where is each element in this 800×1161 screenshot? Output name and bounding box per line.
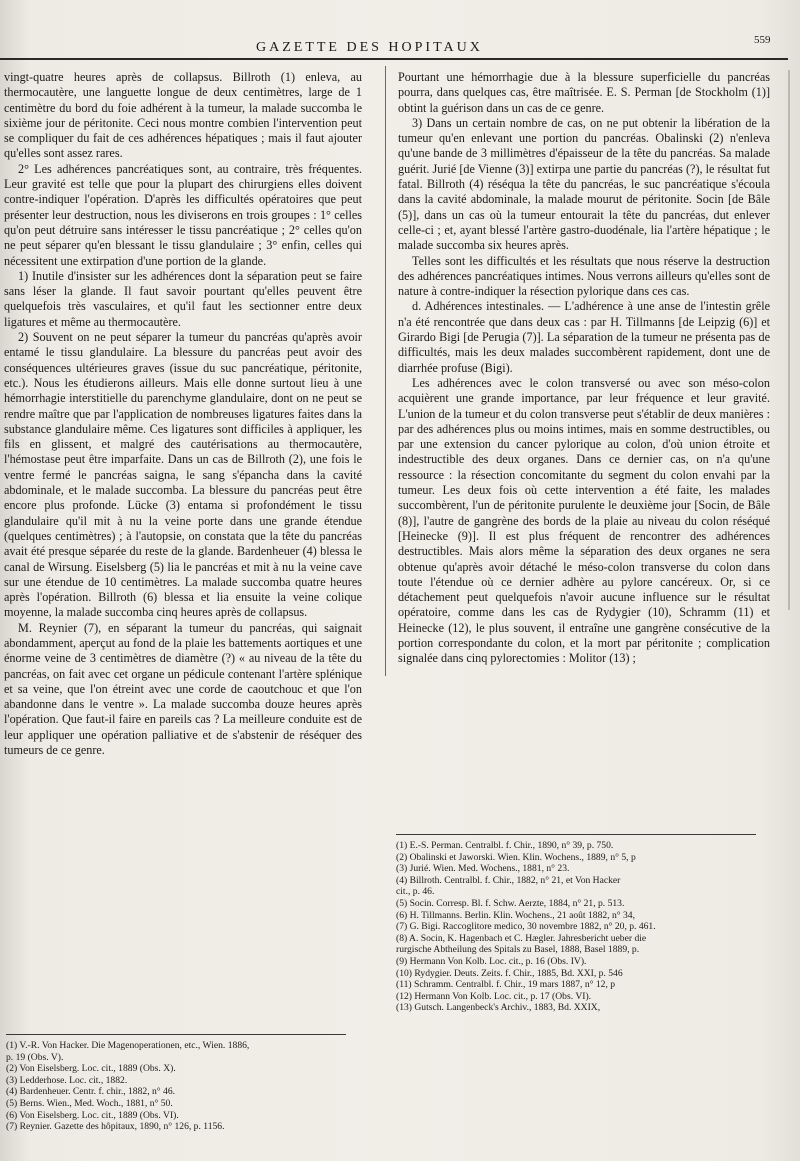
header-rule — [0, 58, 788, 60]
paragraph: 2) Souvent on ne peut séparer la tumeur du pancréas qu'après avoir entamé le tissu glandulaire. La blessure du pancréas peut avoir des conséquences ultérieures graves (issue du suc pancréatique, péritonite, etc.). Nous les étudierons ailleurs. Mais elle donne surtout lieu à une hémorrhagie interstitielle du parenchyme glandulaire, dont on ne peut se rendre maître que par l'application de nombreuses ligatures faites dans la substance glandulaire même. Ces ligatures sont difficiles à appliquer, les fils en glissent, et malgré des cautérisations au thermocautère, l'hémostase peut être imparfaite. Dans un cas de Billroth (2), une fois le ventre fermé le pancréas saigna, le sang s'épancha dans la cavité abdominale, et le malade succomba. La blessure du pancréas peut être encore plus profonde. Lücke (3) entama si profondément le tissu glandulaire qu'il mit à nu la veine porte dans une grande étendue (quelques centimètres) ; à l'autopsie, on constata que la tête du pancréas avait été presque séparée du reste de la glande. Bardenheuer (4) blessa le canal de Wirsung. Eiselsberg (5) lia le pancréas et mit à nu la veine cave sur une étendue de 10 centimètres. La malade succomba quatre heures après l'opération. Billroth (6) blessa et lia ensuite la veine colique moyenne, la malade succomba cinq heures après de collapsus. — [4, 330, 362, 620]
footnote-rule — [6, 1034, 346, 1035]
paragraph: d. Adhérences intestinales. — L'adhérence à une anse de l'intestin grêle n'a été rencontrée que dans deux cas : par H. Tillmanns [de Leipzig (6)] et Girardo Bigi [de Perugia (7)]. La séparation de la tumeur ne présenta pas de difficultés, mais les deux malades succombèrent rapidement, dont une de diarrhée profuse (Bigi). — [398, 299, 770, 375]
paragraph: vingt-quatre heures après de collapsus. Billroth (1) enleva, au thermocautère, une languette longue de deux centimètres, large de 1 centimètre du bord du foie adhérent à la tumeur, la malade succomba le sixième jour de péritonite. Ceci nous montre combien l'intervention peut se compliquer du fait de ces adhérences hépatiques ; mais il faut ajouter qu'elles sont assez rares. — [4, 70, 362, 161]
footnote: (13) Gutsch. Langenbeck's Archiv., 1883, Bd. XXIX, — [396, 1002, 601, 1014]
footnote: (5) Berns. Wien., Med. Woch., 1881, n° 50. — [6, 1097, 173, 1109]
footnote-rule — [396, 834, 756, 835]
footnote: (2) Von Eiselsberg. Loc. cit., 1889 (Obs. X). — [6, 1063, 176, 1075]
left-footnotes — [6, 1040, 356, 1133]
paragraph: M. Reynier (7), en séparant la tumeur du pancréas, qui saignait abondamment, aperçut au fond de la plaie les battements aortiques et une énorme veine de 3 centimètres de diamètre (?) « au niveau de la tête du pancréas, on fait avec cet organe un pédicule contenant l'artère splénique et sa veine, que l'on étreint avec une corde de caoutchouc et que l'on abandonne dans le ventre ». La malade succomba douze heures après l'opération. Que faut-il faire en pareils cas ? La meilleure conduite est de leur appliquer une opération palliative et de s'abstenir de réséquer des tumeurs de ce genre. — [4, 620, 362, 758]
right-column — [398, 70, 770, 667]
footnote: (11) Schramm. Centralbl. f. Chir., 19 mars 1887, n° 12, p — [396, 979, 616, 991]
footnote: (3) Ledderhose. Loc. cit., 1882. — [6, 1074, 128, 1086]
paragraph: 2° Les adhérences pancréatiques sont, au contraire, très fréquentes. Leur gravité est telle que pour la plupart des chirurgiens elles doivent contre-indiquer l'opération. D'après les difficultés opératoires que peut présenter leur destruction, nous les diviserons en trois groupes : 1° celles qu'on peut détruire sans intéresser le tissu pancréatique ; 2° celles qu'on ne peut séparer qu'en blessant le tissu glandulaire ; 3° enfin, celles qui nécessitent une extirpation d'une portion de la glande. — [4, 161, 362, 268]
footnote: (3) Jurié. Wien. Med. Wochens., 1881, n° 23. — [396, 863, 570, 875]
footnote: rurgische Abtheilung des Spitals zu Basel, 1888, Basel 1889, p. — [396, 944, 640, 956]
right-footnotes — [396, 840, 776, 1014]
paragraph: Pourtant une hémorrhagie due à la blessure superficielle du pancréas pourra, dans quelques cas, être maîtrisée. E. S. Perman [de Stockholm (1)] obtint la guérison dans un cas de ce genre. — [398, 70, 770, 115]
paragraph: Telles sont les difficultés et les résultats que nous réserve la destruction des adhérences pancréatiques intimes. Nous verrons ailleurs qu'elles sont de nature à contre-indiquer la résection pylorique dans ces cas. — [398, 253, 770, 299]
page-edge-shadow — [788, 70, 790, 610]
footnote: (6) Von Eiselsberg. Loc. cit., 1889 (Obs. VI). — [6, 1109, 179, 1121]
footnote: (6) H. Tillmanns. Berlin. Klin. Wochens., 21 août 1882, n° 34, — [396, 909, 635, 921]
footnote: (10) Rydygier. Deuts. Zeits. f. Chir., 1885, Bd. XXI, p. 546 — [396, 967, 623, 979]
page-title: GAZETTE DES HOPITAUX — [256, 40, 483, 55]
page-number: 559 — [754, 34, 771, 46]
footnote: (8) A. Socin, K. Hagenbach et C. Hægler. Jahresbericht ueber die — [396, 932, 647, 944]
footnote: (5) Socin. Corresp. Bl. f. Schw. Aerzte, 1884, n° 21, p. 513. — [396, 897, 625, 909]
left-column — [0, 70, 362, 758]
footnote: (7) G. Bigi. Raccoglitore medico, 30 novembre 1882, n° 20, p. 461. — [396, 921, 656, 933]
column-divider — [385, 66, 386, 676]
footnote: (4) Billroth. Centralbl. f. Chir., 1882, n° 21, et Von Hacker — [396, 874, 621, 886]
footnote: (12) Hermann Von Kolb. Loc. cit., p. 17 (Obs. VI). — [396, 990, 592, 1002]
footnote: (4) Bardenheuer. Centr. f. chir., 1882, n° 46. — [6, 1086, 176, 1098]
paragraph: 1) Inutile d'insister sur les adhérences dont la séparation peut se faire sans léser la glande. Il faut savoir pourtant qu'elles peuvent être quelquefois très vasculaires, et qu'il faut les sectionner entre deux ligatures et même au thermocautère. — [4, 268, 362, 329]
footnote: (9) Hermann Von Kolb. Loc. cit., p. 16 (Obs. IV). — [396, 955, 587, 967]
footnote: (1) E.-S. Perman. Centralbl. f. Chir., 1890, n° 39, p. 750. — [396, 840, 614, 851]
paragraph: 3) Dans un certain nombre de cas, on ne put obtenir la libération de la tumeur qu'en enlevant une portion du pancréas. Obalinski (2) n'enleva qu'une bande de 3 millimètres d'épaisseur de la tête du pancréas. Sa malade guérit. Jurié [de Vienne (3)] extirpa une partie du pancréas (?), le résultat fut fatal. Billroth (4) réséqua la tête du pancréas, le suc pancréatique s'écoula dans la cavité abdominale, la malade mourut de péritonite. Socin [de Bâle (5)], dans un cas où la tumeur entourait la tête du pancréas, dut enlever celle-ci ; et, ayant blessé l'artère gastro-duodénale, lia l'artère hépatique ; le malade succomba six heures après. — [398, 115, 770, 253]
page-header — [0, 28, 800, 58]
footnote: (2) Obalinski et Jaworski. Wien. Klin. Wochens., 1889, n° 5, p — [396, 851, 636, 863]
footnote: (1) V.-R. Von Hacker. Die Magenoperationen, etc., Wien. 1886, — [6, 1040, 250, 1051]
footnote: p. 19 (Obs. V). — [6, 1051, 64, 1063]
footnote: (7) Reynier. Gazette des hôpitaux, 1890, n° 126, p. 1156. — [6, 1121, 225, 1133]
footnote: cit., p. 46. — [396, 886, 435, 898]
paragraph: Les adhérences avec le colon transversé ou avec son méso-colon acquièrent une grande importance, par leur fréquence et leur gravité. L'union de la tumeur et du colon transverse peut s'établir de deux manières : par des adhérences plus ou moins intimes, mais en somme destructibles, ou par une extension du cancer pylorique au colon, d'où union étroite et indestructible des deux organes. Dans ce dernier cas, on n'a qu'une ressource : la résection concomitante du segment du colon envahi par la tumeur. Les deux fois où cette intervention a été faite, les malades succombèrent, l'un de péritonite purulente le deuxième jour [Socin, de Bâle (8)], l'autre de gangrène des bords de la plaie au niveau du colon réséqué [Heinecke (9)]. Il est plus fréquent de rencontrer des adhérences destructibles. Mais alors même la séparation des deux organes ne sera obtenue qu'après avoir détaché le méso-colon transverse du colon dans toute l'étendue où ce dernier adhère au pylore cancéreux. Or, si ce détachement peut quelquefois n'avoir aucune influence sur le résultat opératoire, comme dans les cas de Rydygier (10), Schramm (11) et Heinecke (12), le plus souvent, il entraîne une gangrène consécutive de la portion correspondante du colon, et la mort par péritonite ; complication signalée dans cinq pylorectomies : Molitor (13) ; — [398, 375, 770, 666]
